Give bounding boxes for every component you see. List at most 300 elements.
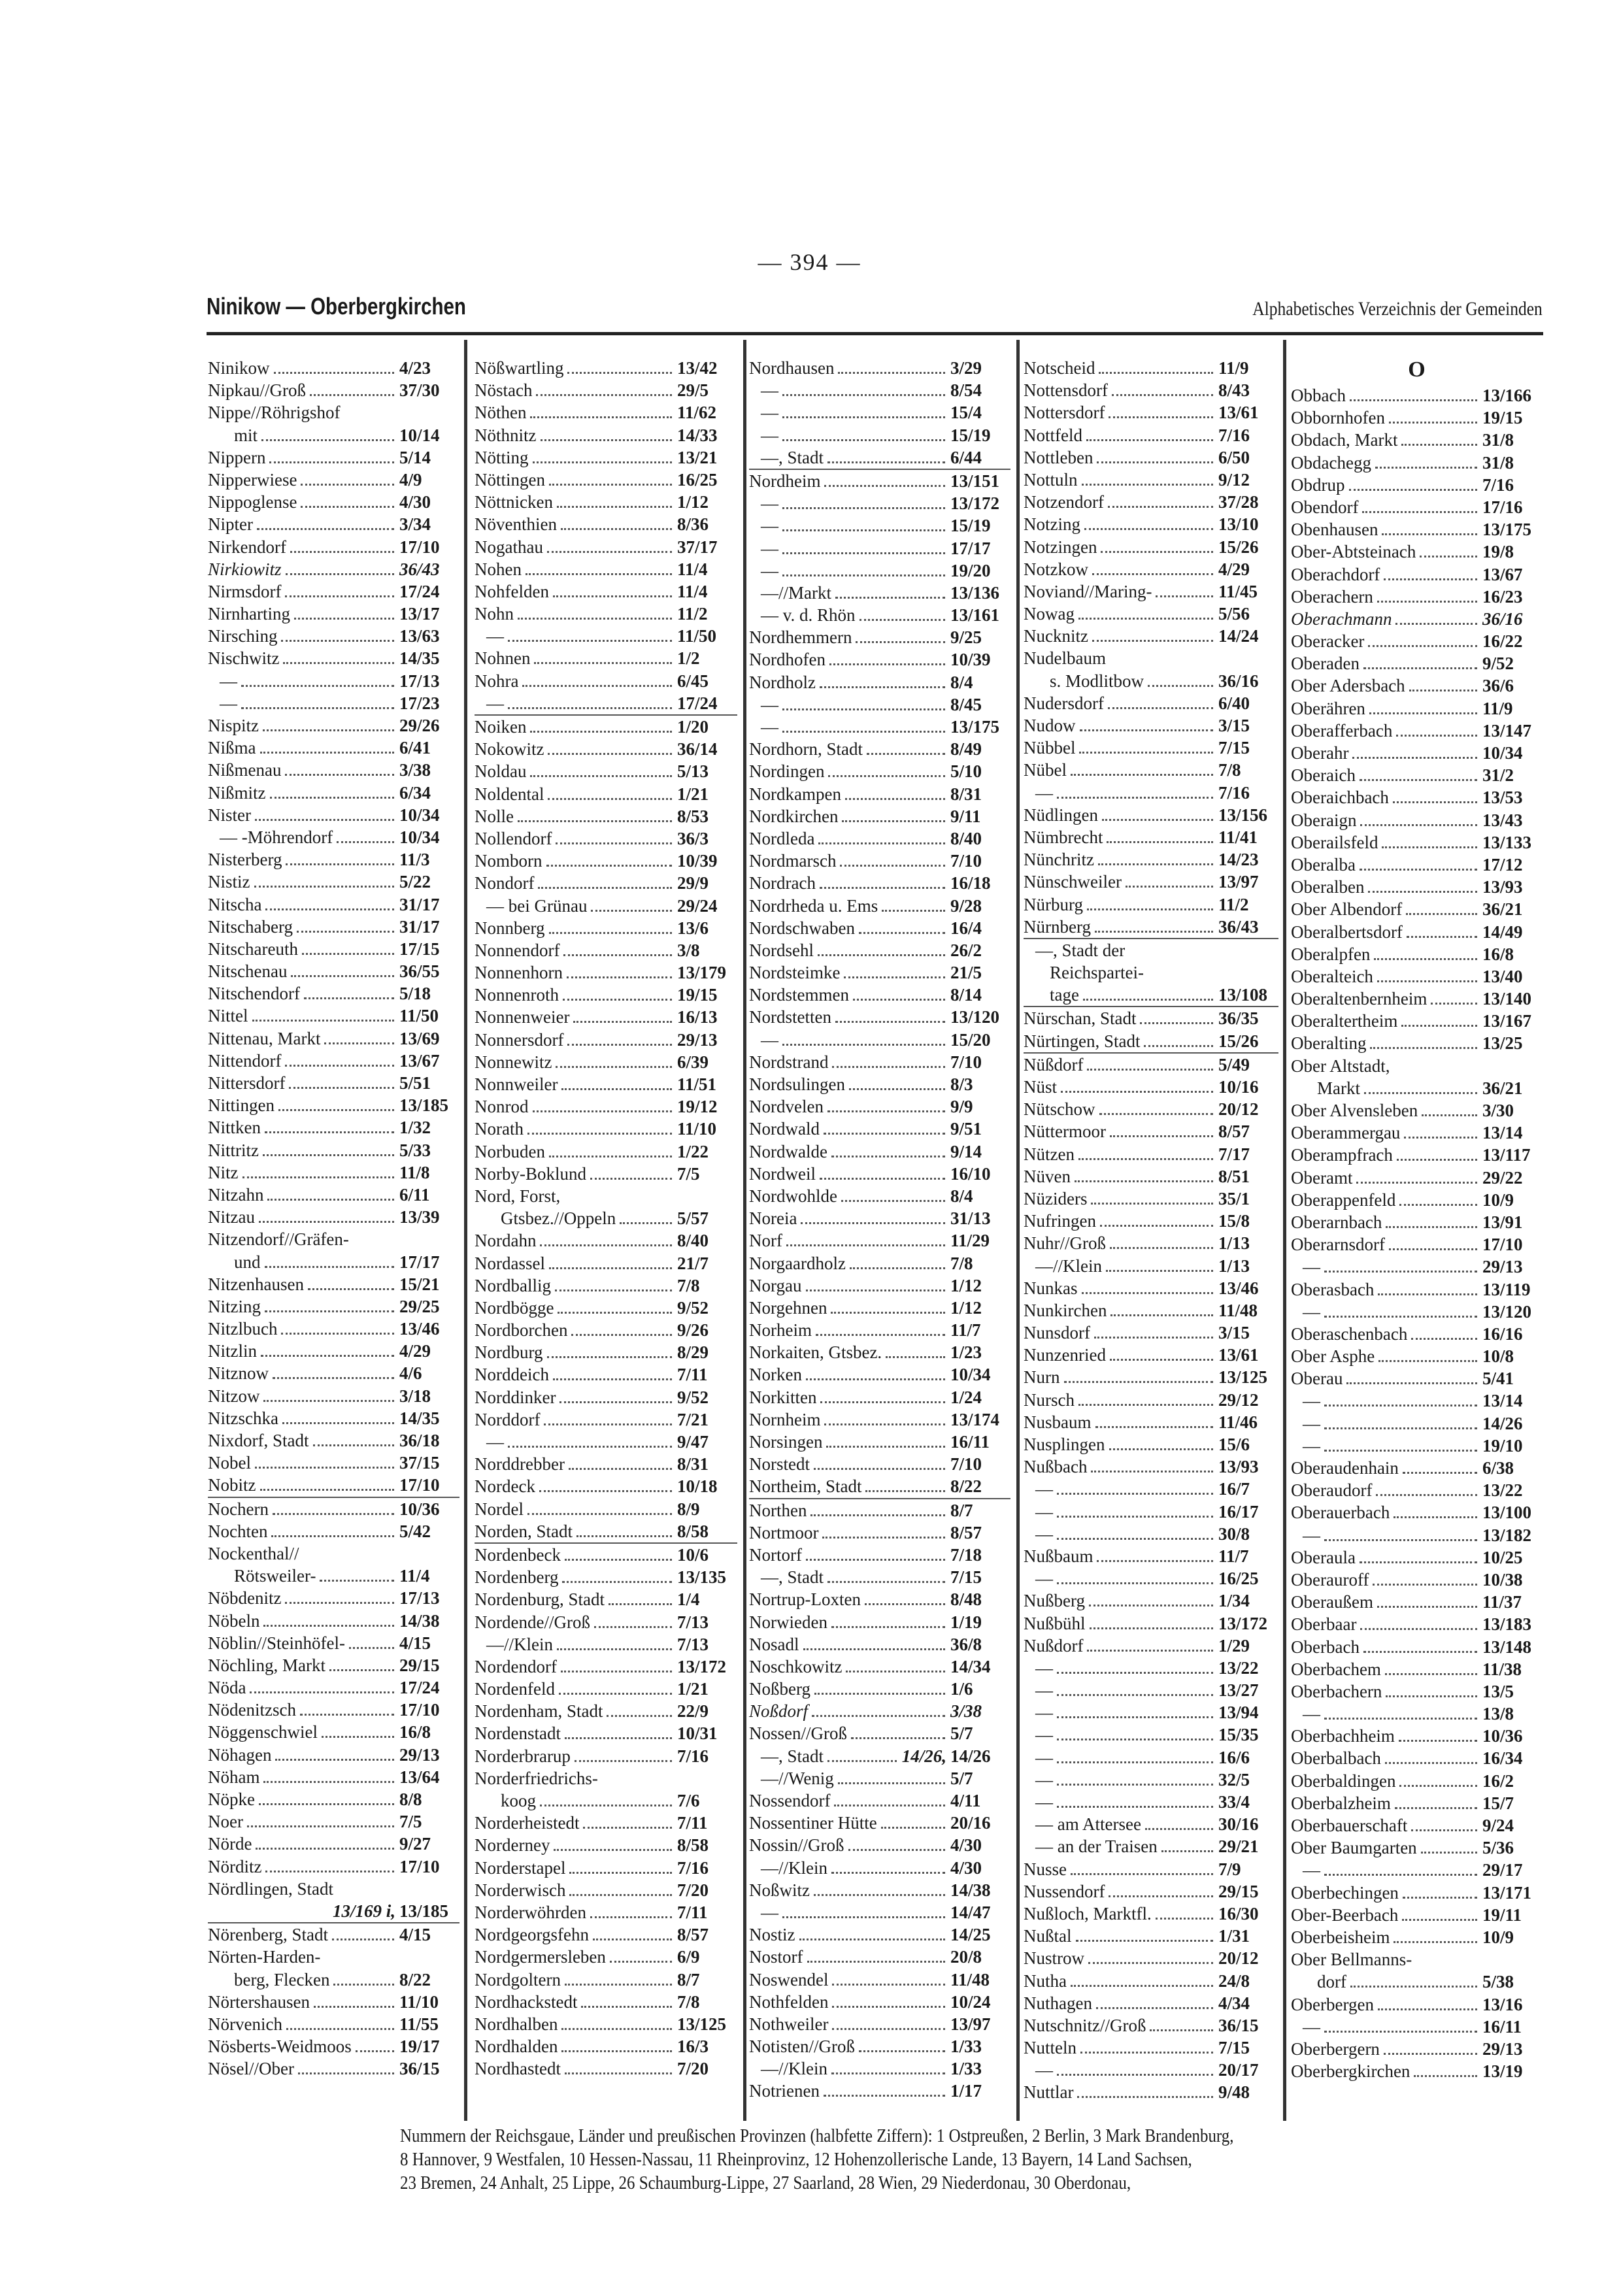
reference-number: 14/25 (950, 1925, 991, 1945)
leader-dots (571, 1334, 672, 1336)
index-entry (208, 1632, 459, 1654)
entry-name-row (1024, 1501, 1278, 1523)
reference-number: 1/21 (677, 1679, 709, 1699)
entry-name-row (208, 759, 459, 781)
entry-name-row (208, 1610, 459, 1632)
index-entry (475, 1700, 737, 1722)
reference-number: 5/7 (950, 1723, 973, 1744)
reference-number: 29/9 (677, 873, 709, 893)
entry-name-row (749, 1386, 1010, 1408)
index-entry (475, 760, 737, 782)
leader-dots (275, 1759, 394, 1761)
entry-name-row (208, 1946, 459, 1968)
reference-number: 11/4 (677, 559, 708, 579)
entry-continuation-row (475, 1207, 737, 1229)
place-name: Nothweiler (749, 2014, 829, 2034)
reference-number: 1/19 (950, 1612, 982, 1632)
index-entry (475, 1588, 737, 1610)
place-name: Nitzlbuch (208, 1319, 278, 1339)
reference-number: 7/16 (1482, 474, 1514, 495)
index-entry (749, 1901, 1010, 1923)
place-name: Oberailsfeld (1291, 832, 1378, 852)
index-entry (208, 1878, 459, 1923)
index-entry (475, 558, 737, 580)
entry-name-row (208, 2057, 459, 2080)
leader-dots (1420, 556, 1477, 557)
leader-dots (308, 1288, 394, 1290)
leader-dots (320, 1580, 394, 1582)
reference-number: 16/13 (677, 1007, 718, 1027)
leader-dots (565, 1737, 672, 1739)
reference-number: 11/50 (399, 1006, 439, 1026)
reference-number: 10/39 (950, 650, 991, 670)
index-entry (475, 1923, 737, 1946)
leader-dots (549, 1156, 672, 1157)
index-entry (1291, 898, 1543, 920)
index-entry (1024, 714, 1278, 737)
leader-dots (1389, 422, 1477, 424)
leader-dots (1071, 1873, 1213, 1875)
leader-dots (540, 1805, 672, 1806)
leader-dots (1385, 1673, 1477, 1675)
entry-name-row (208, 1027, 459, 1050)
entry-name-row (749, 1722, 1010, 1744)
leader-dots (1324, 1271, 1477, 1273)
reference-number: 30/8 (1218, 1523, 1250, 1544)
reference-number: 11/4 (677, 581, 708, 601)
place-name: Nittel (208, 1006, 248, 1026)
index-entry (749, 939, 1010, 961)
reference-number: 8/51 (1218, 1166, 1250, 1186)
leader-dots (1407, 936, 1477, 938)
index-entry (1291, 1770, 1543, 1792)
leader-dots (831, 1872, 945, 1874)
entry-name-row (1024, 1120, 1278, 1142)
place-name: Nürnberg (1024, 916, 1091, 937)
reference-number: 16/22 (1482, 631, 1523, 652)
reference-number: 14/35 (399, 1408, 440, 1428)
index-entry (1024, 1880, 1278, 1903)
index-entry (1024, 1143, 1278, 1165)
index-entry (1024, 536, 1278, 558)
leader-dots (1150, 2029, 1213, 2031)
entry-name-row (749, 357, 1010, 379)
entry-name-row (208, 1228, 459, 1250)
place-name: Oberbergen (1291, 1994, 1374, 2014)
index-entry (475, 1363, 737, 1386)
reference-number: 3/30 (1482, 1101, 1514, 1120)
index-entry (1291, 809, 1543, 831)
leader-dots (1403, 1897, 1477, 1899)
place-name: Nordenburg, Stadt (475, 1589, 605, 1610)
place-name: Nittken (208, 1118, 261, 1138)
leader-dots (799, 1938, 946, 1940)
reference-number: 3/15 (1218, 716, 1250, 735)
leader-dots (1409, 690, 1477, 691)
leader-dots (1057, 1694, 1213, 1696)
leader-dots (832, 2028, 945, 2030)
entry-name-row (1291, 1658, 1543, 1680)
leader-dots (1421, 1852, 1477, 1854)
leader-dots (820, 1178, 945, 1180)
place-name: Nunsdorf (1024, 1323, 1090, 1343)
place-name: Nordballig (475, 1275, 551, 1295)
place-name: Norath (475, 1119, 524, 1139)
reference-number: 1/29 (1218, 1635, 1250, 1655)
place-name: Oberamt (1291, 1167, 1353, 1188)
index-entry (749, 1029, 1010, 1051)
place-name: Nirsching (208, 626, 278, 646)
reference-number: 11/55 (399, 2014, 439, 2034)
leader-dots (1401, 1025, 1477, 1027)
leader-dots (1110, 1314, 1213, 1316)
leader-dots (881, 1827, 945, 1829)
entry-name-row (749, 648, 1010, 671)
index-entry (208, 1744, 459, 1766)
index-entry (208, 1766, 459, 1788)
place-name: Oberampfrach (1291, 1145, 1393, 1165)
index-entry (475, 603, 737, 625)
index-entry (475, 738, 737, 760)
index-entry (208, 1498, 459, 1520)
entry-name-row (1291, 1837, 1543, 1859)
leader-dots (1386, 1226, 1477, 1228)
place-name: Nostiz (749, 1925, 795, 1945)
place-name: Nütschow (1024, 1099, 1095, 1120)
place-name: —, Stadt (761, 1746, 824, 1766)
reference-number: 13/182 (1482, 1525, 1532, 1545)
entry-name-row (208, 513, 459, 535)
reference-number: 17/16 (1482, 497, 1523, 517)
leader-dots (1360, 869, 1477, 871)
place-name: Markt (1317, 1078, 1360, 1098)
reference-number: 10/36 (399, 1499, 440, 1519)
index-entry (749, 446, 1010, 470)
index-entry (749, 827, 1010, 850)
leader-dots (530, 775, 672, 777)
reference-number: 1/21 (677, 784, 709, 804)
index-entry (208, 1161, 459, 1184)
reference-number: 10/18 (677, 1476, 718, 1497)
entry-name-row (208, 848, 459, 871)
place-name: Nordwalde (749, 1141, 827, 1161)
reference-number: 13/100 (1482, 1503, 1532, 1523)
leader-dots (1411, 1338, 1477, 1340)
entry-name-row (208, 491, 459, 513)
entry-name-row (208, 1520, 459, 1542)
entry-name-row (208, 1810, 459, 1833)
place-name: Nordrheda u. Ems (749, 895, 878, 916)
entry-name-row (475, 1923, 737, 1946)
entry-name-row (1024, 1277, 1278, 1299)
reference-number: 14/23 (1218, 850, 1259, 870)
index-entry (208, 1206, 459, 1228)
place-name: Nuttlar (1024, 2082, 1074, 2103)
entry-name-row (1024, 1322, 1278, 1344)
index-entry (1024, 1657, 1278, 1679)
index-entry (208, 357, 459, 379)
index-entry (208, 982, 459, 1005)
leader-dots (1089, 1605, 1213, 1606)
entry-name-row (1291, 1435, 1543, 1457)
entry-name-row (1291, 876, 1543, 898)
index-entry (1024, 513, 1278, 535)
leader-dots (1324, 1405, 1477, 1406)
place-name: Nippe//Röhrigshof (208, 403, 341, 423)
leader-dots (349, 1647, 394, 1649)
index-entry (749, 514, 1010, 537)
place-name: Nosadl (749, 1634, 799, 1654)
index-entry (475, 1991, 737, 2013)
index-entry (1291, 1389, 1543, 1412)
entry-continuation-row (1291, 1971, 1543, 1993)
entry-name-row (1291, 1613, 1543, 1635)
entry-name-row (475, 1118, 737, 1140)
entry-name-row (1024, 1389, 1278, 1411)
index-entry (208, 759, 459, 781)
reference-number: 13/61 (1218, 403, 1259, 423)
reference-number: 7/16 (1218, 782, 1250, 803)
leader-dots (1386, 1695, 1477, 1697)
entry-name-row (749, 1834, 1010, 1856)
index-entry (475, 469, 737, 491)
leader-dots (508, 707, 672, 709)
reference-number: 1/12 (677, 492, 709, 512)
leader-dots (533, 1110, 673, 1112)
leader-dots (563, 954, 672, 956)
entry-name-row (1024, 1076, 1278, 1098)
place-name: Nöstach (475, 380, 533, 401)
place-name: Nöhagen (208, 1744, 272, 1765)
place-name: Oberalting (1291, 1033, 1367, 1054)
entry-name-row (749, 2013, 1010, 2035)
place-name: Nordleda (749, 828, 815, 848)
index-entry (1024, 1903, 1278, 1925)
reference-number: 7/11 (677, 1365, 708, 1385)
entry-name-row (475, 580, 737, 603)
place-name: Nörditz (208, 1856, 262, 1876)
index-entry (475, 580, 737, 603)
place-name: — (1035, 1792, 1053, 1812)
leader-dots (283, 662, 394, 664)
leader-dots (261, 439, 394, 441)
reference-number: 6/39 (677, 1052, 709, 1072)
entry-name-row (475, 1006, 737, 1028)
leader-dots (256, 1848, 394, 1850)
leader-dots (1064, 1381, 1214, 1383)
leader-dots (1097, 461, 1213, 463)
reference-number: 11/37 (1482, 1592, 1522, 1612)
entry-name-row (208, 1072, 459, 1094)
place-name: Norgaardholz (749, 1253, 846, 1273)
entry-name-row (749, 1633, 1010, 1655)
alt-reference: 14/26, (901, 1746, 946, 1766)
leader-dots (620, 1222, 672, 1224)
entry-name-row (1024, 603, 1278, 625)
leader-dots (534, 662, 672, 664)
leader-dots (831, 1626, 945, 1628)
place-name: Nordhalben (475, 2014, 558, 2034)
entry-name-row (475, 1341, 737, 1363)
index-entry (749, 1588, 1010, 1610)
place-name: Nipkau//Groß (208, 380, 306, 401)
place-name: — (761, 380, 778, 401)
leader-dots (548, 753, 672, 755)
index-entry (749, 738, 1010, 760)
leader-dots (1374, 958, 1477, 960)
reference-number: 4/23 (399, 358, 431, 378)
leader-dots (518, 618, 672, 620)
index-entry (749, 1341, 1010, 1363)
place-name: Nöbeln (208, 1610, 260, 1631)
leader-dots (1088, 1962, 1213, 1964)
entry-name-row (1024, 424, 1278, 446)
reference-number: 8/57 (677, 1925, 709, 1945)
entry-name-row (749, 1207, 1010, 1229)
reference-number: 17/10 (399, 1700, 440, 1720)
index-entry (749, 1185, 1010, 1207)
reference-number: 7/16 (677, 1857, 709, 1878)
place-name: Oberbalbach (1291, 1748, 1381, 1769)
index-entry (749, 604, 1010, 626)
entry-name-row (749, 2057, 1010, 2080)
entry-name-row (749, 1857, 1010, 1879)
place-name: Nörvenich (208, 2014, 282, 2034)
leader-dots (1087, 1069, 1213, 1071)
header-rule (207, 332, 1543, 335)
entry-name-row (1291, 1725, 1543, 1747)
leader-dots (1394, 1941, 1477, 1943)
reference-number: 29/17 (1482, 1860, 1523, 1880)
place-name: —, Stadt (761, 1567, 824, 1588)
entry-name-row (1291, 1859, 1543, 1881)
entry-name-row (208, 2013, 459, 2035)
leader-dots (1076, 1940, 1214, 1942)
place-name: Nistiz (208, 872, 250, 892)
index-entry (208, 1295, 459, 1318)
entry-name-row (1291, 429, 1543, 451)
index-entry (475, 1946, 737, 1968)
index-entry (1291, 1569, 1543, 1591)
leader-dots (593, 1938, 672, 1940)
reference-number: 36/18 (399, 1431, 440, 1450)
reference-number: 37/28 (1218, 492, 1259, 512)
leader-dots (782, 1916, 945, 1918)
reference-number: 4/9 (399, 469, 422, 490)
place-name: Nufringen (1024, 1211, 1096, 1231)
reference-number: 11/2 (677, 604, 708, 624)
reference-number: 4/15 (399, 1633, 431, 1653)
index-entry (1024, 1366, 1278, 1388)
leader-dots (1394, 1516, 1477, 1518)
index-entry (475, 1341, 737, 1363)
place-name: Noßwitz (749, 1880, 810, 1900)
index-entry (749, 1431, 1010, 1453)
place-name: Nussendorf (1024, 1881, 1105, 1901)
reference-number: 36/16 (1218, 671, 1259, 691)
reference-number: 8/7 (950, 1500, 973, 1520)
place-name: Nirnharting (208, 604, 290, 624)
leader-dots (289, 1087, 394, 1089)
reference-number: 13/133 (1482, 832, 1532, 852)
entry-name-row (749, 446, 1010, 470)
index-entry (475, 1431, 737, 1453)
entry-name-row (749, 1118, 1010, 1140)
index-entry (1024, 737, 1278, 759)
entry-name-row (1024, 1791, 1278, 1813)
index-entry (749, 895, 1010, 917)
entry-name-row (208, 1632, 459, 1654)
leader-dots (594, 1626, 672, 1628)
entry-name-row (1024, 1858, 1278, 1880)
entry-name-row (1024, 916, 1278, 939)
place-name: Nordrach (749, 873, 816, 893)
index-entry (1291, 429, 1543, 451)
reference-number: 14/33 (677, 425, 718, 445)
reference-number: 10/16 (1218, 1077, 1259, 1097)
place-name: Nordenfeld (475, 1679, 555, 1699)
entry-name-row (475, 1544, 737, 1566)
leader-dots (1378, 1293, 1477, 1295)
reference-number: 8/4 (950, 1186, 973, 1206)
leader-dots (835, 1021, 945, 1023)
reference-number: 19/10 (1482, 1435, 1523, 1456)
entry-name-row (1291, 452, 1543, 474)
reference-number: 11/46 (1218, 1412, 1258, 1432)
place-name: Nordenberg (475, 1567, 559, 1588)
reference-number: 10/34 (399, 805, 440, 825)
place-name: Noer (208, 1812, 243, 1832)
reference-number: 9/27 (399, 1834, 431, 1854)
index-entry (208, 1587, 459, 1609)
reference-number: 7/15 (950, 1567, 982, 1588)
index-entry (1291, 786, 1543, 808)
reference-number: 11/45 (1218, 581, 1258, 601)
index-entry (208, 848, 459, 871)
leader-dots (838, 372, 945, 374)
entry-name-row (1024, 893, 1278, 916)
reference-number: 1/32 (399, 1118, 431, 1138)
reference-number: 1/33 (950, 2037, 982, 2057)
reference-number: 13/117 (1482, 1145, 1531, 1165)
leader-dots (297, 931, 394, 933)
reference-number: 17/13 (399, 1588, 440, 1608)
place-name: — (761, 1029, 778, 1050)
place-name: Oberalben (1291, 877, 1365, 897)
index-entry (1024, 2037, 1278, 2059)
reference-number: 9/52 (677, 1387, 709, 1407)
place-name: —//Wenig (761, 1768, 834, 1788)
index-entry (208, 1676, 459, 1699)
leader-dots (831, 2072, 945, 2074)
leader-dots (1110, 1135, 1213, 1137)
index-entry (1291, 1010, 1543, 1032)
reference-number: 13/175 (1482, 520, 1532, 540)
entry-name-row (1291, 1546, 1543, 1569)
place-name: Nolle (475, 806, 514, 826)
reference-number: 16/10 (950, 1163, 991, 1184)
index-entry (475, 1678, 737, 1700)
reference-number: 8/58 (677, 1521, 709, 1541)
reference-number: 6/38 (1482, 1458, 1514, 1478)
reference-number: 36/21 (1482, 899, 1523, 920)
entry-name-row (1024, 1769, 1278, 1791)
leader-dots (576, 1535, 672, 1537)
place-name: Norheim (749, 1320, 812, 1340)
reference-number: 13/53 (1482, 788, 1523, 808)
place-name: — (1035, 1703, 1053, 1723)
reference-number: 15/8 (1218, 1211, 1250, 1231)
